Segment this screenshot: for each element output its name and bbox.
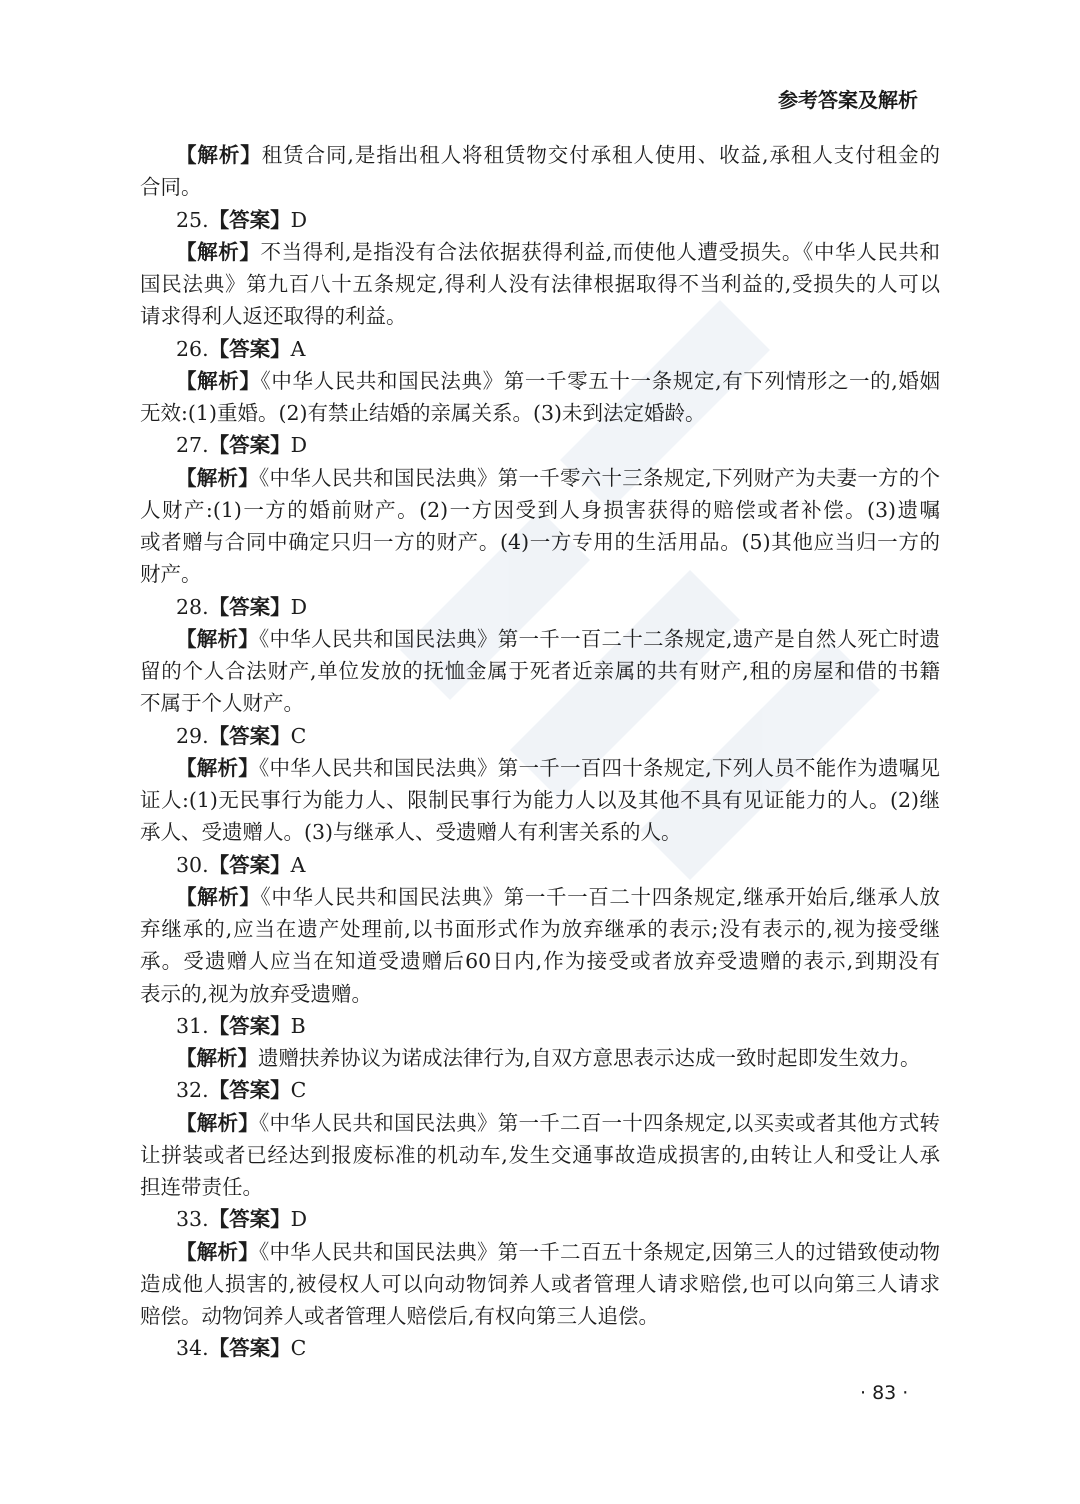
answer-choice: D — [290, 207, 308, 232]
answer-line — [176, 1203, 940, 1235]
analysis-label: 【解析】 — [176, 368, 261, 393]
answer-label: 【答案】 — [208, 1336, 291, 1361]
analysis-label: 【解析】 — [176, 143, 262, 167]
question-number: 27. — [176, 433, 209, 458]
analysis-text: 合同。 — [140, 175, 202, 200]
answer-line — [176, 849, 940, 881]
analysis-text: 国民法典》第九百八十五条规定,得利人没有法律根据取得不当利益的,受损失的人可以 — [140, 272, 940, 296]
running-header: 参考答案及解析 — [778, 88, 918, 112]
answer-label: 【答案】 — [208, 852, 291, 877]
question-number: 32. — [176, 1078, 209, 1103]
answer-label: 【答案】 — [208, 594, 291, 619]
answer-line — [176, 720, 940, 752]
analysis-text: 《中华人民共和国民法典》第一千一百二十四条规定,继承开始后,继承人放 — [260, 884, 941, 909]
answer-line — [176, 591, 940, 623]
analysis-text: 《中华人民共和国民法典》第一千一百二十二条规定,遗产是自然人死亡时遗 — [259, 626, 941, 651]
analysis-line — [176, 1042, 940, 1074]
answer-choice: D — [290, 594, 308, 619]
analysis-line — [176, 623, 940, 655]
answer-line — [176, 429, 940, 461]
analysis-line — [176, 236, 940, 268]
page-number: · 83 · — [860, 1382, 909, 1404]
analysis-text: 赔偿。动物饲养人或者管理人赔偿后,有权向第三人追偿。 — [140, 1304, 660, 1328]
answer-line — [176, 1332, 940, 1364]
answer-choice: A — [290, 852, 306, 877]
answer-label: 【答案】 — [208, 1207, 291, 1232]
analysis-line — [176, 462, 940, 494]
analysis-label: 【解析】 — [176, 1046, 258, 1070]
answer-choice: D — [290, 433, 308, 458]
answer-line — [176, 1074, 940, 1106]
analysis-text: 证人:(1)无民事行为能力人、限制民事行为能力人以及其他不具有见证能力的人。(2)继 — [140, 788, 940, 812]
answer-label: 【答案】 — [208, 433, 291, 458]
answer-choice: D — [290, 1207, 308, 1232]
analysis-text: 请求得利人返还取得的利益。 — [140, 304, 407, 329]
question-number: 33. — [176, 1207, 209, 1232]
analysis-text: 不当得利,是指没有合法依据获得利益,而使他人遭受损失。《中华人民共和 — [260, 239, 941, 264]
analysis-label: 【解析】 — [176, 755, 259, 780]
analysis-text: 《中华人民共和国民法典》第一千二百五十条规定,因第三人的过错致使动物 — [259, 1239, 941, 1264]
analysis-text: 弃继承的,应当在遗产处理前,以书面形式作为放弃继承的表示;没有表示的,视为接受继 — [140, 917, 940, 941]
answer-line — [176, 1010, 940, 1042]
analysis-label: 【解析】 — [176, 884, 261, 909]
answer-line — [176, 204, 940, 236]
answer-label: 【答案】 — [208, 1013, 291, 1038]
analysis-line — [176, 1107, 940, 1139]
question-number: 25. — [176, 207, 209, 232]
answer-label: 【答案】 — [208, 336, 291, 361]
analysis-line — [176, 139, 940, 171]
analysis-text: 不属于个人财产。 — [140, 691, 304, 716]
analysis-text: 《中华人民共和国民法典》第一千零六十三条规定,下列财产为夫妻一方的个 — [259, 465, 941, 490]
analysis-text: 租赁合同,是指出租人将租赁物交付承租人使用、收益,承租人支付租金的 — [261, 143, 940, 167]
analysis-text: 或者赠与合同中确定只归一方的财产。(4)一方专用的生活用品。(5)其他应当归一方的 — [140, 530, 940, 554]
analysis-text: 《中华人民共和国民法典》第一千二百一十四条规定,以买卖或者其他方式转 — [259, 1110, 941, 1135]
analysis-text: 《中华人民共和国民法典》第一千零五十一条规定,有下列情形之一的,婚姻 — [260, 368, 941, 393]
analysis-label: 【解析】 — [176, 1110, 259, 1135]
analysis-text: 承人、受遗赠人。(3)与继承人、受遗赠人有利害关系的人。 — [140, 820, 682, 845]
answer-label: 【答案】 — [208, 723, 291, 748]
analysis-text: 留的个人合法财产,单位发放的抚恤金属于死者近亲属的共有财产,租的房屋和借的书籍 — [140, 659, 940, 683]
analysis-text: 表示的,视为放弃受遗赠。 — [140, 981, 373, 1006]
analysis-text: 担连带责任。 — [140, 1175, 263, 1199]
answer-choice: B — [290, 1013, 306, 1038]
analysis-label: 【解析】 — [176, 465, 259, 490]
question-number: 29. — [176, 723, 209, 748]
question-number: 26. — [176, 336, 209, 361]
answer-choice: C — [290, 1078, 307, 1103]
analysis-label: 【解析】 — [176, 239, 261, 264]
analysis-text: 无效:(1)重婚。(2)有禁止结婚的亲属关系。(3)未到法定婚龄。 — [140, 401, 706, 425]
analysis-text: 遗赠扶养协议为诺成法律行为,自双方意思表示达成一致时起即发生效力。 — [258, 1046, 921, 1070]
question-number: 31. — [176, 1013, 209, 1038]
analysis-text: 承。受遗赠人应当在知道受遗赠后60日内,作为接受或者放弃受遗赠的表示,到期没有 — [140, 949, 940, 974]
analysis-label: 【解析】 — [176, 1239, 259, 1264]
analysis-text: 造成他人损害的,被侵权人可以向动物饲养人或者管理人请求赔偿,也可以向第三人请求 — [140, 1271, 940, 1296]
answer-label: 【答案】 — [208, 1078, 291, 1103]
analysis-text: 财产。 — [140, 562, 202, 587]
analysis-line — [176, 752, 940, 784]
analysis-text: 《中华人民共和国民法典》第一千一百四十条规定,下列人员不能作为遗嘱见 — [259, 755, 941, 780]
analysis-text: 人财产:(1)一方的婚前财产。(2)一方因受到人身损害获得的赔偿或者补偿。(3)遗嘱 — [140, 497, 940, 522]
question-number: 28. — [176, 594, 209, 619]
answer-line — [176, 333, 940, 365]
question-number: 34. — [176, 1336, 209, 1361]
answer-choice: A — [290, 336, 306, 361]
answer-choice: C — [290, 723, 307, 748]
answer-choice: C — [290, 1336, 307, 1361]
analysis-line — [176, 881, 940, 913]
question-number: 30. — [176, 852, 209, 877]
answer-label: 【答案】 — [208, 207, 291, 232]
analysis-label: 【解析】 — [176, 626, 259, 651]
analysis-text: 让拼装或者已经达到报废标准的机动车,发生交通事故造成损害的,由转让人和受让人承 — [140, 1142, 940, 1167]
analysis-line — [176, 365, 940, 397]
answer-body — [140, 139, 940, 1365]
analysis-line — [176, 1236, 940, 1268]
